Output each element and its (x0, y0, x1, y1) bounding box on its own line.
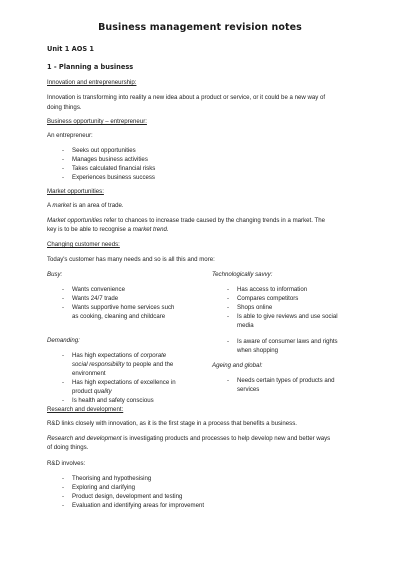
bullet-dash: - (62, 156, 65, 163)
tech-item: Shops online (237, 304, 273, 311)
ageing-heading: Ageing and global: (212, 362, 263, 369)
tech-heading: Technologically savvy: (212, 271, 273, 278)
busy-item: Wants 24/7 trade (72, 295, 119, 302)
bullet-dash: - (62, 304, 65, 311)
rnd-item: Product design, development and testing (72, 493, 183, 500)
busy-item: Wants supportive home services such (72, 304, 175, 311)
busy-item: Wants convenience (72, 286, 125, 293)
busy-heading: Busy: (47, 271, 63, 278)
demanding-item: Is health and safety conscious (72, 397, 154, 404)
innovation-heading: Innovation and entrepreneurship: (47, 79, 137, 86)
tech-item: Is aware of consumer laws and rights (237, 338, 338, 345)
needs-intro: Today's customer has many needs and so is all this and more: (47, 256, 215, 263)
rnd-definition-line-2: of doing things. (47, 444, 89, 451)
demanding-item: Has high expectations of excellence in (72, 379, 176, 386)
opportunity-heading: Business opportunity – entrepreneur: (47, 118, 147, 125)
demanding-item-continued: social responsibility to people and the (72, 361, 174, 368)
entrepreneur-item: Manages business activities (72, 156, 148, 163)
rnd-heading: Research and development: (47, 406, 124, 413)
entrepreneur-intro: An entrepreneur: (47, 132, 93, 139)
bullet-dash: - (62, 397, 65, 404)
ageing-item-continued: services (237, 386, 260, 393)
bullet-dash: - (62, 295, 65, 302)
document-title: Business management revision notes (98, 22, 302, 33)
entrepreneur-item: Experiences business success (72, 174, 155, 181)
section-heading: 1 - Planning a business (47, 63, 134, 71)
demanding-item-continued: product quality (72, 388, 112, 395)
market-opportunity-text-line-1: Market opportunities refer to chances to increase trade caused by the changing trends in a market. The (47, 217, 325, 224)
bullet-dash: - (62, 286, 65, 293)
rnd-item: Exploring and clarifying (72, 484, 136, 491)
bullet-dash: - (227, 377, 230, 384)
rnd-intro: R&D involves: (47, 460, 86, 467)
bullet-dash: - (62, 484, 65, 491)
bullet-dash: - (62, 379, 65, 386)
rnd-text: R&D links closely with innovation, as it is the first stage in a process that benefits a business. (47, 420, 297, 427)
tech-item: Has access to information (237, 286, 308, 293)
bullet-dash: - (62, 475, 65, 482)
bullet-dash: - (62, 352, 65, 359)
market-definition: A market is an area of trade. (47, 202, 124, 209)
rnd-item: Theorising and hypothesising (72, 475, 152, 482)
ageing-item: Needs certain types of products and (237, 377, 335, 384)
demanding-item: Has high expectations of corporate (72, 352, 167, 359)
demanding-heading: Demanding: (47, 337, 80, 344)
market-opportunity-text-line-2: key is to be able to recognise a market trend. (47, 226, 169, 233)
bullet-dash: - (227, 313, 230, 320)
bullet-dash: - (227, 304, 230, 311)
rnd-definition-line-1: Research and development is investigating products and processes to help develop new and better ways (47, 435, 331, 442)
demanding-item-continued: environment (72, 370, 106, 377)
needs-heading: Changing customer needs: (47, 241, 120, 248)
unit-heading: Unit 1 AOS 1 (47, 45, 94, 53)
innovation-text-line-1: Innovation is transforming into reality a new idea about a product or service, or it could be a new way of (47, 94, 326, 101)
tech-item: Is able to give reviews and use social (237, 313, 338, 320)
bullet-dash: - (62, 502, 65, 509)
innovation-text-line-2: doing things. (47, 104, 82, 111)
bullet-dash: - (62, 493, 65, 500)
bullet-dash: - (227, 286, 230, 293)
bullet-dash: - (62, 165, 65, 172)
tech-item: Compares competitors (237, 295, 299, 302)
bullet-dash: - (227, 295, 230, 302)
market-heading: Market opportunities: (47, 188, 104, 195)
tech-item-continued: media (237, 322, 254, 329)
busy-item-continued: as cooking, cleaning and childcare (72, 313, 166, 320)
entrepreneur-item: Takes calculated financial risks (72, 165, 156, 172)
bullet-dash: - (62, 147, 65, 154)
bullet-dash: - (227, 338, 230, 345)
tech-item-continued: when shopping (237, 347, 278, 354)
entrepreneur-item: Seeks out opportunities (72, 147, 136, 154)
bullet-dash: - (62, 174, 65, 181)
rnd-item: Evaluation and identifying areas for improvement (72, 502, 205, 509)
